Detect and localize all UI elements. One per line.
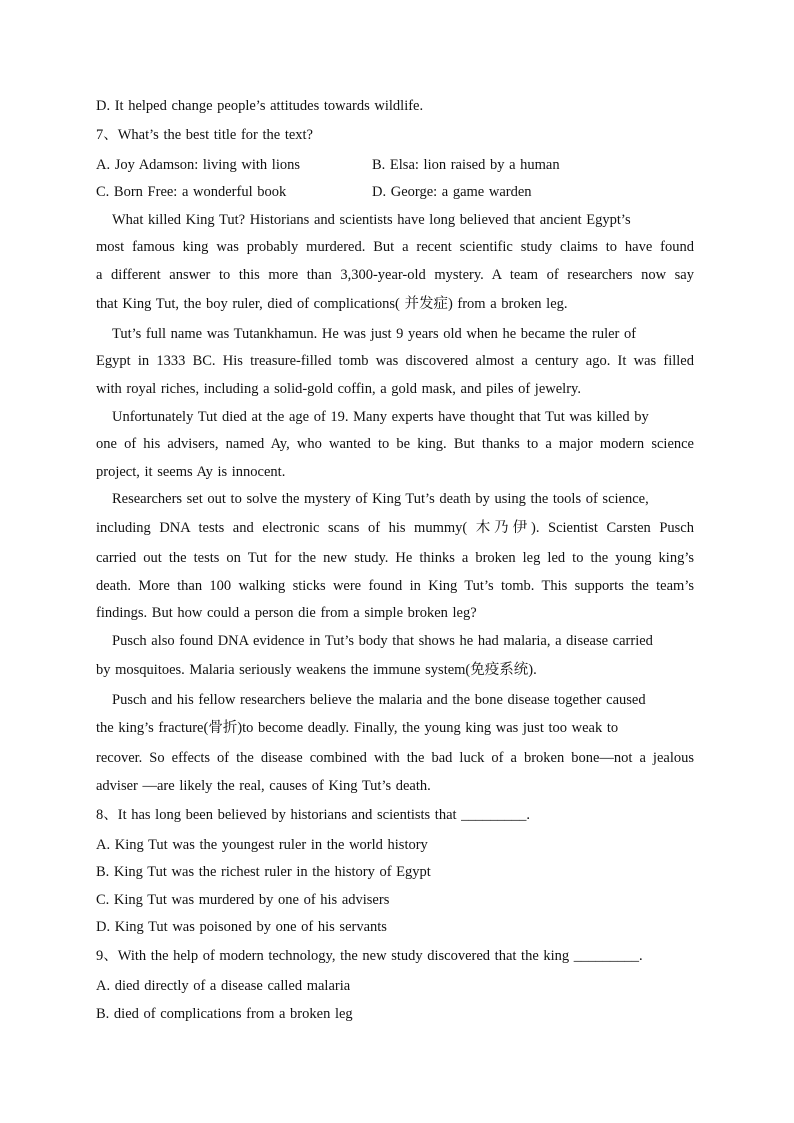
q9-option-b: B. died of complications from a broken leg [96,1006,353,1022]
q9-question: 9、With the help of modern technology, the new study discovered that the king _________. [96,948,643,964]
passage-p4-line: death. More than 100 walking sticks were found in King Tut’s tomb. This supports the team’s [96,578,694,594]
passage-p1-line: most famous king was probably murdered. But a recent scientific study claims to have found [96,239,694,255]
passage-p1-line: that King Tut, the boy ruler, died of complications( 并发症) from a broken leg. [96,296,568,312]
passage-p3-line: one of his advisers, named Ay, who wanted to be king. But thanks to a major modern science [96,436,694,452]
q7-option-a: A. Joy Adamson: living with lions [96,157,300,173]
passage-p6-line: the king’s fracture(骨折)to become deadly. Finally, the young king was just too weak to [96,720,619,736]
q8-option-d: D. King Tut was poisoned by one of his servants [96,919,387,935]
passage-p4-line: carried out the tests on Tut for the new study. He thinks a broken leg led to the young king’s [96,550,694,566]
q7-option-c: C. Born Free: a wonderful book [96,184,287,200]
q8-option-c: C. King Tut was murdered by one of his advisers [96,892,390,908]
passage-p1-line: What killed King Tut? Historians and scientists have long believed that ancient Egypt’s [112,212,631,228]
q8-option-b: B. King Tut was the richest ruler in the history of Egypt [96,864,431,880]
passage-p4-line: including DNA tests and electronic scans of his mummy( 木乃伊). Scientist Carsten Pusch [96,520,694,536]
passage-p5-line: Pusch also found DNA evidence in Tut’s body that shows he had malaria, a disease carried [112,633,653,649]
q8-question: 8、It has long been believed by historians and scientists that _________. [96,807,531,823]
q8-option-a: A. King Tut was the youngest ruler in the world history [96,837,428,853]
passage-p2-line: Tut’s full name was Tutankhamun. He was just 9 years old when he became the ruler of [112,326,637,342]
passage-p2-line: Egypt in 1333 BC. His treasure-filled tomb was discovered almost a century ago. It was filled [96,353,694,369]
passage-p4-line: Researchers set out to solve the mystery of King Tut’s death by using the tools of science, [112,491,649,507]
q7-option-b: B. Elsa: lion raised by a human [372,157,560,173]
passage-p3-line: project, it seems Ay is innocent. [96,464,286,480]
passage-p5-line: by mosquitoes. Malaria seriously weakens the immune system(免疫系统). [96,662,537,678]
passage-p4-line: findings. But how could a person die from a simple broken leg? [96,605,477,621]
q9-option-a: A. died directly of a disease called malaria [96,978,351,994]
passage-p6-line: recover. So effects of the disease combined with the bad luck of a broken bone—not a jealous [96,750,694,766]
passage-p6-line: adviser —are likely the real, causes of King Tut’s death. [96,778,431,794]
passage-p2-line: with royal riches, including a solid-gold coffin, a gold mask, and piles of jewelry. [96,381,581,397]
passage-p1-line: a different answer to this more than 3,300-year-old mystery. A team of researchers now say [96,267,694,283]
passage-p6-line: Pusch and his fellow researchers believe the malaria and the bone disease together caused [112,692,646,708]
passage-p3-line: Unfortunately Tut died at the age of 19. Many experts have thought that Tut was killed by [112,409,649,425]
q6-option-d: D. It helped change people’s attitudes towards wildlife. [96,98,424,114]
q7-option-d: D. George: a game warden [372,184,532,200]
q7-question: 7、What’s the best title for the text? [96,127,313,143]
